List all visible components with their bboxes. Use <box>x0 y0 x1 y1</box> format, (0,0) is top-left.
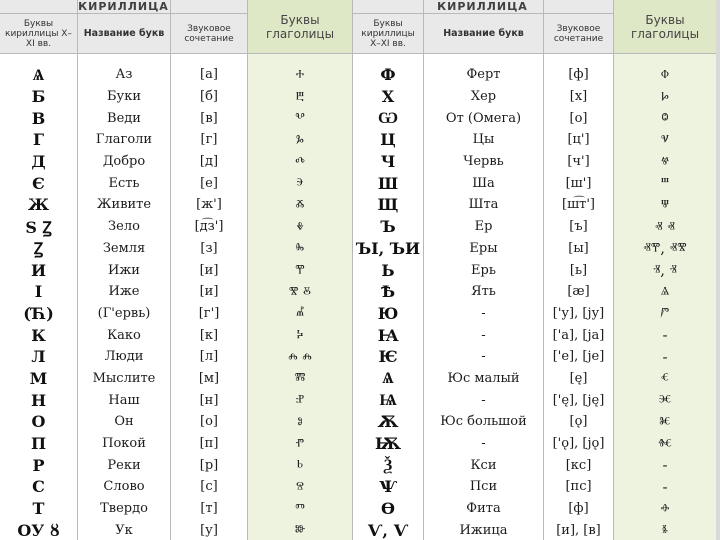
cyrillic-letter-cell: (Ћ) <box>23 303 54 323</box>
cyrillic-letter-cell: Ѱ <box>379 477 397 497</box>
column-header-name-right: Название букв <box>424 14 543 54</box>
sound-cell: [ь] <box>569 262 588 278</box>
cyrillic-letter-cell: Ъ <box>380 217 396 237</box>
letter-name-cell: Юс большой <box>440 414 527 430</box>
sound-cell: [д] <box>199 154 219 170</box>
glagolitic-letter-cell: - <box>662 326 668 345</box>
sound-cell: ['у], [jу] <box>552 305 605 321</box>
sound-cell: [ф] <box>568 67 589 83</box>
column-sounds-left <box>170 0 247 540</box>
cyrillic-letter-cell: Ѵ, Ѵ <box>367 520 409 540</box>
glagolitic-letter-cell: ⰶ <box>295 195 305 214</box>
sound-cell: [ǫ] <box>569 414 588 430</box>
cyrillic-letter-cell: В <box>31 108 46 128</box>
sound-cell: [о] <box>569 110 588 126</box>
letter-name-cell: Иже <box>108 284 140 300</box>
letter-name-cell: Пси <box>469 479 498 495</box>
letter-name-cell: Есть <box>108 175 140 191</box>
cyrillic-letter-cell: Ш <box>377 173 399 193</box>
glagolitic-letter-cell: ⱂ <box>295 434 305 453</box>
glagolitic-letter-cell: ⱅ <box>295 499 305 518</box>
sound-cell: [и] <box>199 284 219 300</box>
cyrillic-letter-cell: Ѩ <box>379 390 397 410</box>
glagolitic-letter-cell: ⱙ <box>658 434 672 453</box>
letter-name-cell: Веди <box>107 110 141 126</box>
letter-name-cell: Еры <box>469 240 498 256</box>
cyrillic-letter-cell: О <box>31 412 46 432</box>
cyrillic-letter-cell: Ѳ <box>381 499 395 519</box>
sound-cell: [и], [в] <box>556 522 601 538</box>
glagolitic-letter-cell: ⱋ <box>660 195 670 214</box>
column-letter-names-right <box>423 0 543 540</box>
glagolitic-letter-cell: ⱏⰹ, ⱏⰺ <box>643 239 687 258</box>
letter-name-cell: Ерь <box>471 262 496 278</box>
cyrillic-letter-cell: Ѭ <box>374 434 402 454</box>
column-header-name: Название букв <box>78 14 170 54</box>
glagolitic-letter-cell: ⱌ <box>661 130 669 149</box>
glagolitic-letter-cell: ⰼ <box>295 304 305 323</box>
glagolitic-letter-cell: ⱎ <box>660 174 670 193</box>
glagolitic-letter-cell: ⱉ <box>661 109 669 128</box>
cyrillic-letter-cell: М <box>29 368 48 388</box>
letter-name-cell: Покой <box>102 436 146 452</box>
sound-cell: [б] <box>200 89 218 105</box>
glagolitic-letter-cell: ⰳ <box>296 130 304 149</box>
cyrillic-letter-cell: Ф <box>380 65 396 85</box>
cyrillic-letter-cell: Щ <box>377 195 399 215</box>
page-edge <box>716 0 720 540</box>
sound-cell: [г] <box>200 132 218 148</box>
cyrillic-letter-cell: Т <box>32 499 45 519</box>
rows-names-right <box>424 64 543 540</box>
glagolitic-letter-cell: ⱏ ⱏ <box>655 217 675 236</box>
sound-cell: [н] <box>199 392 219 408</box>
sound-cell: [ъ] <box>569 219 588 235</box>
glagolitic-letter-cell: ⱗ <box>658 391 672 410</box>
column-letter-names-left <box>77 0 170 540</box>
sound-cell: [ӕ] <box>567 284 590 300</box>
column-header-sound: Звуковое сочетание <box>171 14 247 54</box>
column-header-letters-right: Буквы кириллицы X–XI вв. <box>353 14 423 54</box>
cyrillic-letter-cell: Ч <box>380 152 396 172</box>
sound-cell: ['е], [jе] <box>552 349 605 365</box>
letter-name-cell: Зело <box>108 219 140 235</box>
sound-cell: [в] <box>200 110 218 126</box>
sound-cell: ['ę], [ję] <box>552 392 605 408</box>
glagolitic-letter-cell: - <box>662 456 668 475</box>
rows-cyrillic-right <box>353 64 423 540</box>
sound-cell: [д͡з'] <box>194 219 224 235</box>
letter-name-cell: (Г'ервь) <box>97 305 151 321</box>
column-glagolitic-left <box>247 0 352 540</box>
glagolitic-letter-cell: ⱐ, ⱐ <box>653 261 677 280</box>
sound-cell: [с] <box>200 479 218 495</box>
sound-cell: [т] <box>200 501 218 517</box>
column-header-letters: Буквы кириллицы X–XI вв. <box>0 14 77 54</box>
group-header-right: КИРИЛЛИЦА <box>352 0 613 14</box>
cyrillic-letter-cell: С <box>32 477 45 497</box>
rows-sounds-left <box>171 64 247 540</box>
cyrillic-letter-cell: Г <box>32 130 45 150</box>
sound-cell: [р] <box>199 457 219 473</box>
glagolitic-letter-cell: ⱔ <box>661 369 669 388</box>
glagolitic-letter-cell: ⱛ <box>662 521 668 540</box>
cyrillic-letter-cell: Н <box>30 390 47 410</box>
letter-name-cell: Глаголи <box>95 132 153 148</box>
glagolitic-letter-cell: ⰰ <box>295 65 305 84</box>
sound-cell: [ш'] <box>565 175 592 191</box>
glagolitic-letter-cell: ⱃ <box>296 456 304 475</box>
column-glagolitic-right <box>613 0 716 540</box>
cyrillic-letter-cell: Ѫ <box>377 412 399 432</box>
cyrillic-letter-cell: П <box>30 434 47 454</box>
cyrillic-letter-cell: Р <box>32 455 45 475</box>
letter-name-cell: Земля <box>102 240 146 256</box>
letter-name-cell: - <box>481 349 486 365</box>
letter-name-cell: Добро <box>102 154 146 170</box>
glagolitic-letter-cell: ⱘ <box>659 412 671 431</box>
sound-cell: [м] <box>198 370 220 386</box>
sound-cell: [ц'] <box>567 132 590 148</box>
sound-cell: [у] <box>200 522 218 538</box>
glagolitic-letter-cell: - <box>662 347 668 366</box>
letter-name-cell: Шта <box>468 197 499 213</box>
cyrillic-letter-cell: Л <box>31 347 46 367</box>
letter-name-cell: Юс малый <box>447 370 520 386</box>
rows-cyrillic-left <box>0 64 77 540</box>
cyrillic-letter-cell: К <box>31 325 46 345</box>
glagolitic-letter-cell: ⰹ <box>295 261 305 280</box>
cyrillic-letter-cell: Ѯ <box>383 455 393 475</box>
sound-cell: [ф] <box>568 501 589 517</box>
glagolitic-letter-cell: ⰽ <box>296 326 304 345</box>
cyrillic-letter-cell: І <box>34 282 43 302</box>
cyrillic-letter-cell: И <box>30 260 47 280</box>
cyrillic-letter-cell: ОУ ȣ <box>17 520 60 540</box>
sound-cell: [и] <box>199 262 219 278</box>
letter-name-cell: Твердо <box>100 501 148 517</box>
cyrillic-letter-cell: Х <box>381 87 395 107</box>
glagolitic-letter-cell: ⱄ <box>296 477 304 496</box>
sound-cell: [з] <box>200 240 218 256</box>
glagolitic-letter-cell: ⱍ <box>660 152 670 171</box>
letter-name-cell: - <box>481 305 486 321</box>
cyrillic-letter-cell: Ж <box>28 195 49 215</box>
glagolitic-letter-cell: ⱓ <box>660 304 670 323</box>
glagolitic-letter-cell: - <box>662 477 668 496</box>
rows-sounds-right <box>544 64 613 540</box>
cyrillic-letter-cell: Ꙗ <box>377 325 399 345</box>
cyrillic-letter-cell: Ѧ <box>32 64 45 84</box>
letter-name-cell: Како <box>107 327 141 343</box>
sound-cell: [ę] <box>569 370 588 386</box>
letter-name-cell: Ижи <box>108 262 140 278</box>
letter-name-cell: Люди <box>104 349 144 365</box>
sound-cell: [ж'] <box>196 197 222 213</box>
glagolitic-letter-cell: ⰺ ⰻ <box>289 282 311 301</box>
sound-cell: ['а], [jа] <box>552 327 605 343</box>
glagolitic-letter-cell: ⰸ <box>295 239 305 258</box>
glagolitic-letter-cell: ⰴ <box>295 152 305 171</box>
letter-name-cell: Наш <box>108 392 140 408</box>
sound-cell: [а] <box>200 67 218 83</box>
cyrillic-letter-cell: ЪІ, ЪИ <box>355 238 421 258</box>
cyrillic-letter-cell: Ь <box>381 260 395 280</box>
letter-name-cell: Ук <box>115 522 133 538</box>
letter-name-cell: Ижица <box>459 522 508 538</box>
letter-name-cell: Ер <box>474 219 493 235</box>
glagolitic-letter-cell: ⱁ <box>297 412 303 431</box>
letter-name-cell: Червь <box>463 154 504 170</box>
letter-name-cell: От (Омега) <box>445 110 522 126</box>
glagolitic-letter-cell: ⱇ <box>660 65 670 84</box>
letter-name-cell: - <box>481 436 486 452</box>
cyrillic-letter-cell: Є <box>32 173 45 193</box>
letter-name-cell: Реки <box>107 457 141 473</box>
sound-cell: [ы] <box>568 240 589 256</box>
letter-name-cell: Буки <box>107 89 141 105</box>
group-header-left: КИРИЛЛИЦА <box>0 0 247 14</box>
cyrillic-letter-cell: Ѥ <box>378 347 398 367</box>
cyrillic-letter-cell: Ѕ Ꙁ <box>25 217 52 237</box>
letter-name-cell: Кси <box>470 457 497 473</box>
sound-cell: [о] <box>200 414 218 430</box>
glagolitic-letter-cell: ⰾ ⰾ <box>288 347 312 366</box>
rows-names-left <box>78 64 170 540</box>
column-header-sound-right: Звуковое сочетание <box>544 14 613 54</box>
column-header-glagolitic-right: Буквы глаголицы <box>614 0 716 54</box>
sound-cell: [л] <box>199 349 219 365</box>
glagolitic-letter-cell: ⰱ <box>295 87 305 106</box>
letter-name-cell: Хер <box>470 89 497 105</box>
letter-name-cell: Ферт <box>466 67 501 83</box>
rows-glagolitic-right <box>614 64 716 540</box>
glagolitic-letter-cell: ⰵ <box>296 174 304 193</box>
sound-cell: [ч'] <box>567 154 590 170</box>
glagolitic-letter-cell: ⱚ <box>660 499 670 518</box>
letter-name-cell: Слово <box>103 479 145 495</box>
sound-cell: [г'] <box>198 305 220 321</box>
cyrillic-letter-cell: Ꙁ <box>33 239 44 259</box>
letter-name-cell: Фита <box>466 501 501 517</box>
sound-cell: ['ǫ], [jǫ] <box>552 436 605 452</box>
glagolitic-letter-cell: ⰿ <box>294 369 306 388</box>
rows-glagolitic-left <box>248 64 352 540</box>
glagolitic-letter-cell: ⱀ <box>295 391 305 410</box>
cyrillic-letter-cell: Д <box>31 152 46 172</box>
glagolitic-letter-cell: ⰲ <box>295 109 305 128</box>
cyrillic-letter-cell: Ѣ <box>380 282 396 302</box>
glagolitic-letter-cell: ⱈ <box>661 87 669 106</box>
column-sounds-right <box>543 0 613 540</box>
letter-name-cell: Ша <box>472 175 495 191</box>
column-cyrillic-letters-right <box>352 0 423 540</box>
column-cyrillic-letters-left <box>0 0 77 540</box>
sound-cell: [кс] <box>565 457 592 473</box>
letter-name-cell: Он <box>114 414 134 430</box>
cyrillic-letter-cell: Ѡ <box>377 108 398 128</box>
sound-cell: [е] <box>200 175 218 191</box>
sound-cell: [х] <box>569 89 588 105</box>
cyrillic-letter-cell: Ю <box>377 303 399 323</box>
cyrillic-letter-cell: Б <box>31 87 46 107</box>
glagolitic-letter-cell: ⱑ <box>660 282 670 301</box>
sound-cell: [к] <box>199 327 219 343</box>
sound-cell: [ш͡т'] <box>562 197 595 213</box>
cyrillic-letter-cell: Ѧ <box>382 368 394 388</box>
letter-name-cell: - <box>481 392 486 408</box>
column-header-glagolitic: Буквы глаголицы <box>248 0 352 54</box>
glagolitic-letter-cell: ⱆ <box>294 521 306 540</box>
letter-name-cell: - <box>481 327 486 343</box>
letter-name-cell: Мыслите <box>92 370 156 386</box>
cyrillic-letter-cell: Ц <box>380 130 396 150</box>
glagolitic-letter-cell: ⰷ <box>296 217 304 236</box>
letter-name-cell: Ять <box>471 284 496 300</box>
sound-cell: [пс] <box>565 479 592 495</box>
letter-name-cell: Цы <box>472 132 495 148</box>
letter-name-cell: Аз <box>115 67 133 83</box>
sound-cell: [п] <box>199 436 219 452</box>
letter-name-cell: Живите <box>96 197 152 213</box>
